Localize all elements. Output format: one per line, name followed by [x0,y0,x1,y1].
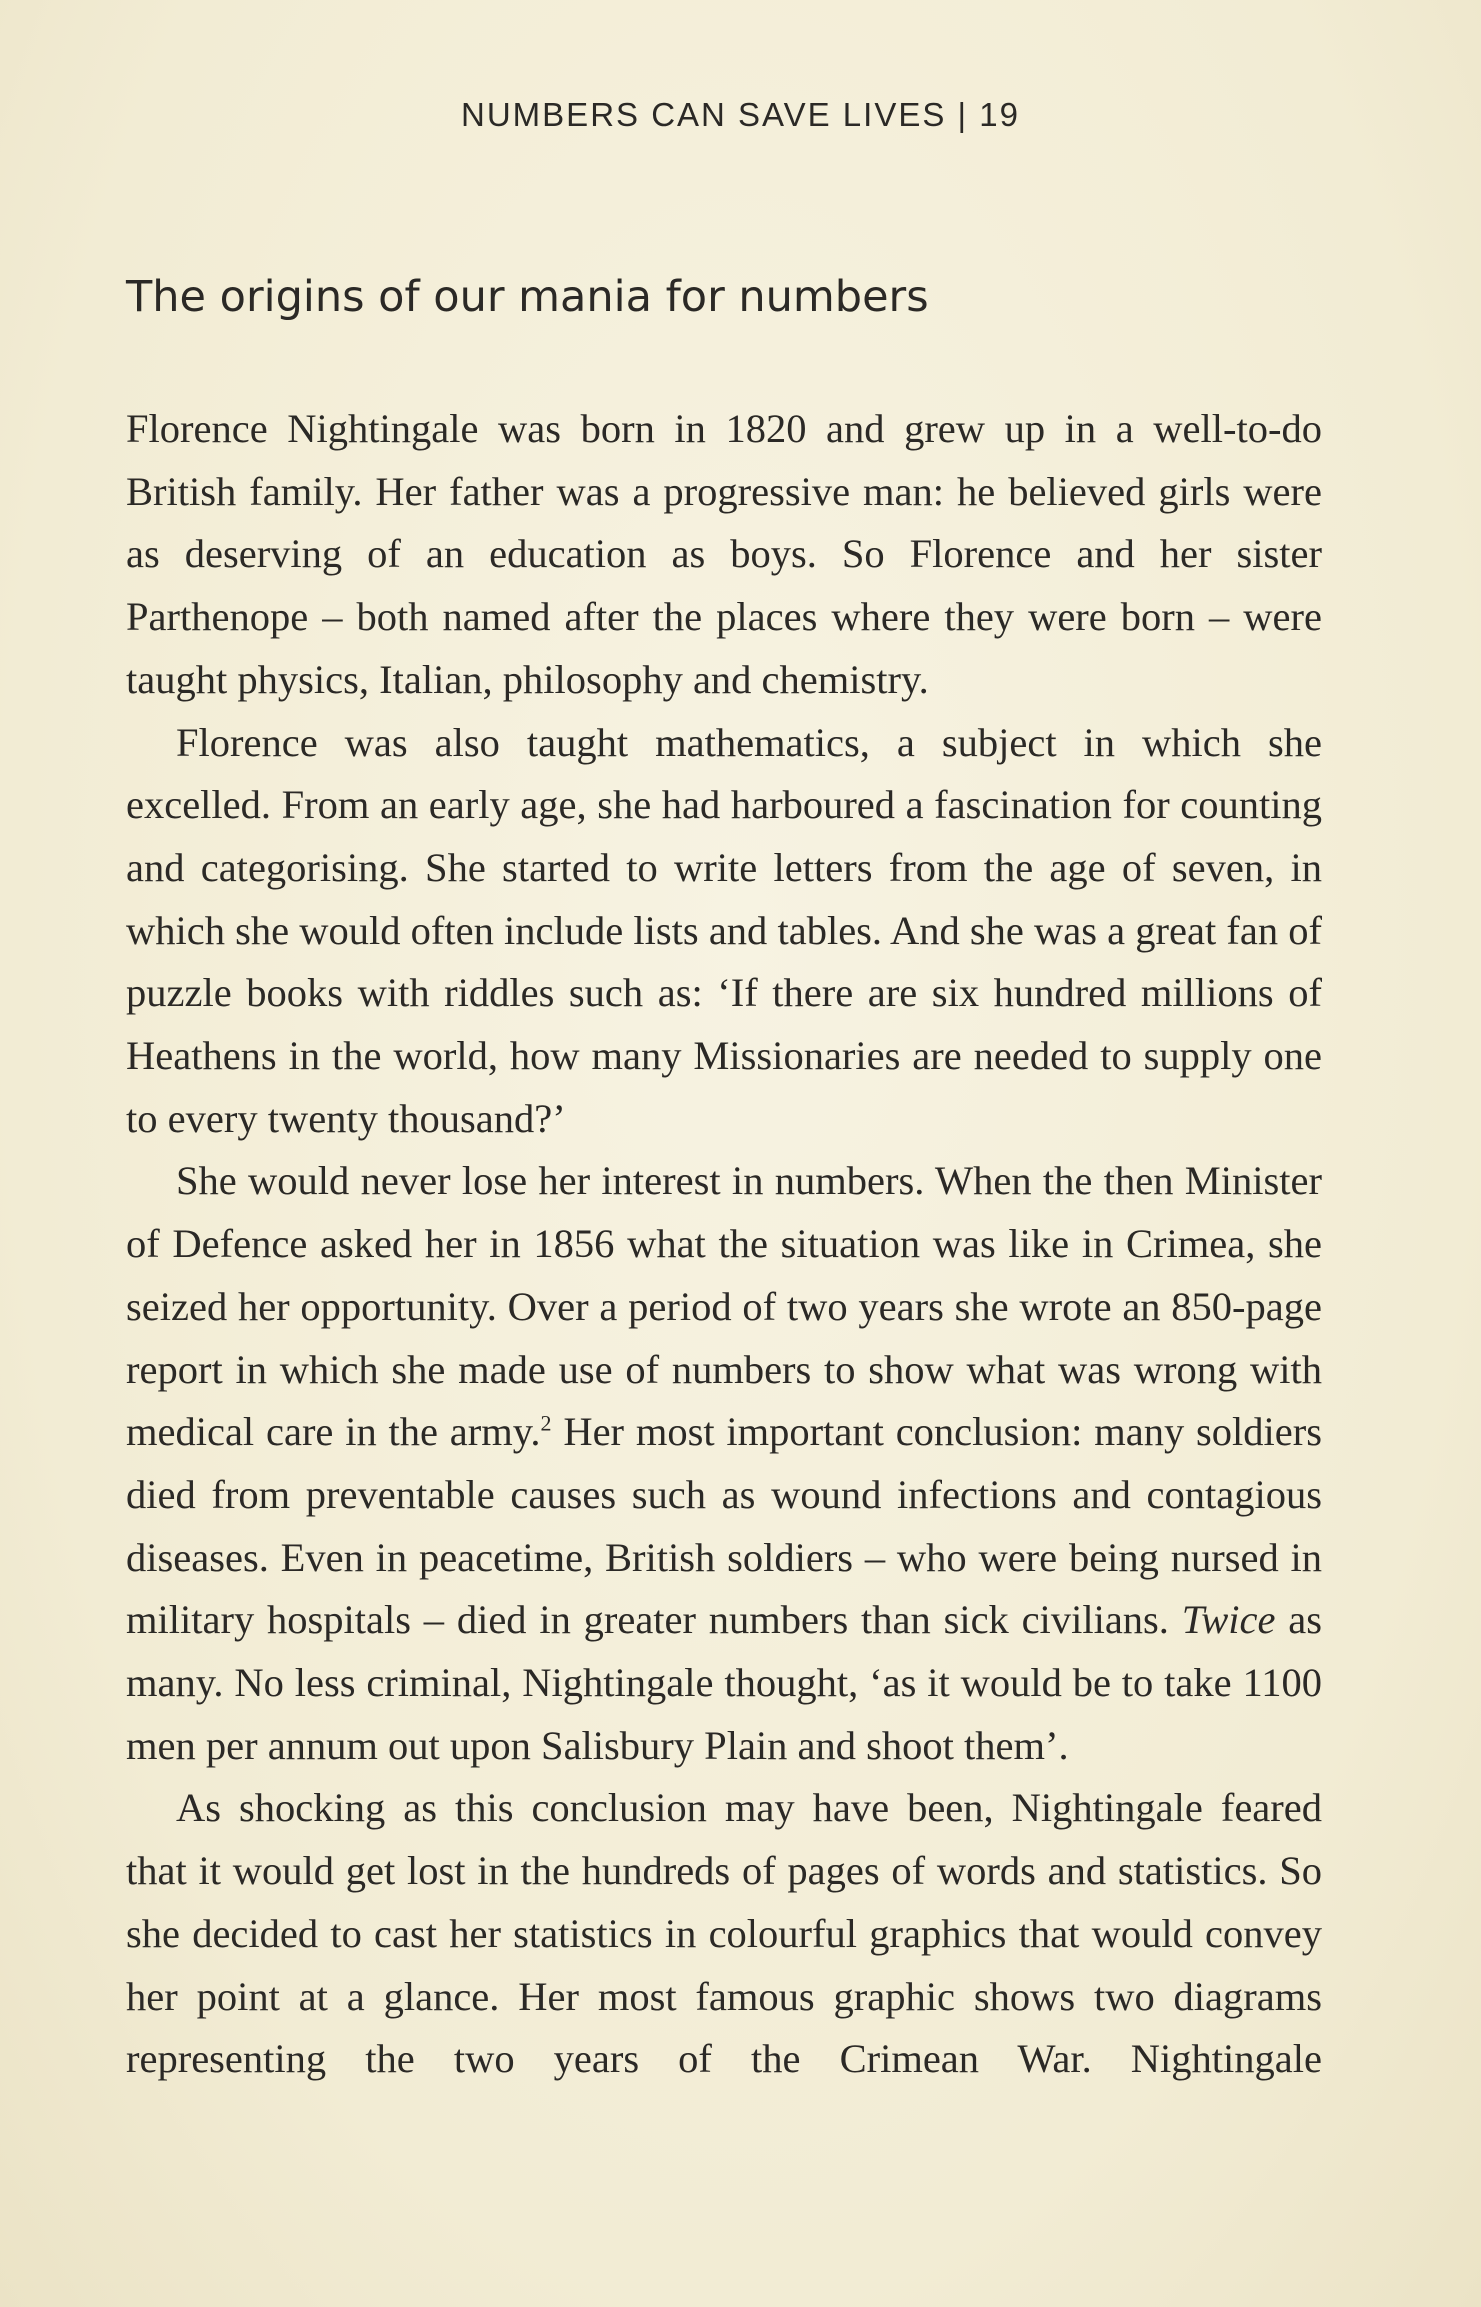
emphasis-text: Twice [1181,1597,1276,1643]
section-heading: The origins of our mania for numbers [126,272,929,322]
paragraph-3-part-a: She would never lose her interest in numbers. When the then Minister of Defence asked her in 1856 what the situation was like in Crimea, she seized her opportunity. Over a period of two years she wrote an 850-page report in which she made use of numbers to show what was wrong with medical care in the army. [126,1158,1322,1455]
paragraph-3-part-b: Her most important conclusion: many soldiers died from preventable causes such as wound infections and contagious diseases. Even in peacetime, British soldiers – who were being nursed in military hospitals – died in greater numbers than sick civilians. [126,1409,1322,1643]
paragraph-2: Florence was also taught mathematics, a subject in which she excelled. From an early age, she had harboured a fascination for counting and categorising. She started to write letters from the age of seven, in which she would often include lists and tables. And she was a great fan of puzzle books with riddles such as: ‘If there are six hundred millions of Heathens in the world, how many Missionaries are needed to supply one to every twenty thousand?’ [126,719,1322,1141]
body-text [126,398,1322,2091]
paragraph-4: As shocking as this conclusion may have been, Nightingale feared that it would get lost in the hundreds of pages of words and statistics. So she decided to cast her statistics in colourful graphics that would convey her point at a glance. Her most famous graphic shows two diagrams representing the two years of the Crimean War. Nightingale [126,1785,1322,2082]
footnote-marker: 2 [540,1410,552,1436]
paragraph-1: Florence Nightingale was born in 1820 and grew up in a well-to-do British family. Her father was a progressive man: he believed girls were as deserving of an education as boys. So Florence and her sister Parthenope – both named after the places where they were born – were taught physics, Italian, philosophy and chemistry. [126,406,1322,702]
running-head: NUMBERS CAN SAVE LIVES | 19 [461,96,1020,133]
paragraph-3 [126,1150,1322,1777]
paragraph-3-part-c: as many. No less criminal, Nightingale thought, ‘as it would be to take 1100 men per annum out upon Salisbury Plain and shoot them’. [126,1597,1322,1768]
